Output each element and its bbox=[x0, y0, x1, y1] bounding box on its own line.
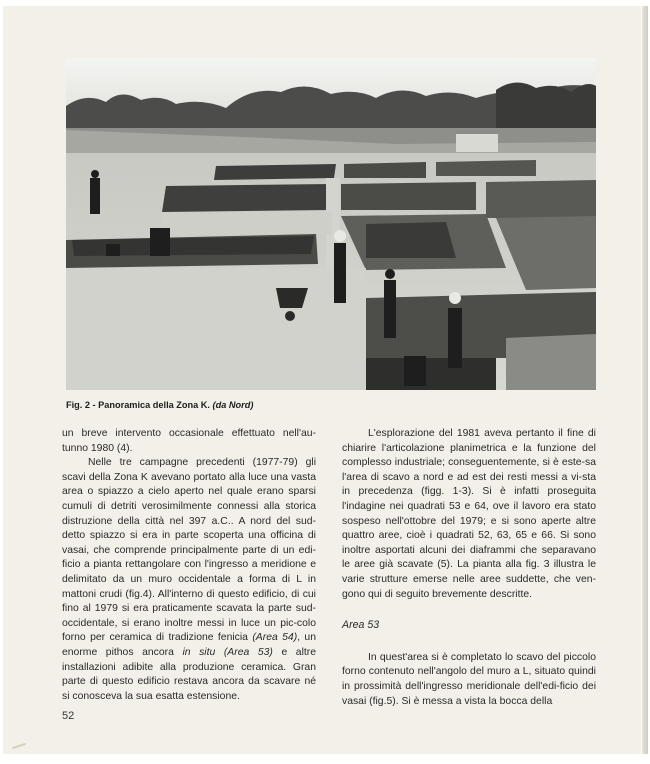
right-paragraph-2: In quest'area si è completato lo scavo del piccolo forno contenuto nell'angolo del muro a L, situato quindi in prossimità dell'ingresso meridionale dell'edi-ficio dei vasai (fig.5). Si è messa a vista la bocca della bbox=[342, 651, 596, 707]
right-paragraph-1: L'esplorazione del 1981 aveva pertanto il fine di chiarire l'articolazione planimetrica e la funzione del complesso industriale; conseguentemente, si è este-sa l'area di scavo a nord e ad est dei resti messi a vi-sta in precedenza (figg. 1-3). Si è infatti proseguita l'indagine nei quadrati 53 e 64, ove il lavoro era stato sospeso nell'ottobre del 1979; e si sono aperte altre quattro aree, cioè i quadrati 52, 63, 65 e 66. Si sono inoltre asportati alcuni dei diaframmi che separavano le aree già scavate (5). La pianta alla fig. 3 illustra le varie strutture emerse nelle aree suddette, che ven-gono qui di seguito brevemente descritte. bbox=[342, 428, 596, 600]
section-heading-area-53: Area 53 bbox=[342, 619, 380, 632]
left-paragraph-2-text-b: , un enorme pithos ancora bbox=[62, 632, 316, 658]
zona-k-panorama-image bbox=[66, 58, 596, 390]
left-column bbox=[62, 427, 316, 704]
right-column bbox=[342, 427, 596, 709]
caption-direction: (da Nord) bbox=[212, 400, 254, 410]
figure-caption bbox=[66, 400, 466, 410]
caption-text: Fig. 2 - Panoramica della Zona K. bbox=[66, 400, 210, 410]
left-paragraph-2-text: Nelle tre campagne precedenti (1977-79) gli scavi della Zona K avevano portato alla luce una vasta area o spiazzo a cielo aperto nel quale erano sparsi cumuli di detriti verosimilmente connessi alla storica distruzione della città nel 397 a.C.. A nord del sud-detto spiazzo si era in parte scoperta una officina di vasai, che comprende principalmente parte di un edi-ficio a pianta rettangolare con l'ingresso a meridione e delimitato da un muro occidentale a forma di L in mattoni crudi (fig.4). All'interno di questo edificio, di cui fino al 1979 si era praticamente scavata la parte sud-occidentale, si erano inoltre messi in luce un pic-colo forno per ceramica di tradizione fenicia bbox=[62, 457, 316, 644]
page-edge-shadow bbox=[642, 6, 648, 754]
area-54-ref: (Area 54) bbox=[252, 632, 298, 644]
left-paragraph-2 bbox=[62, 456, 316, 704]
left-paragraph-2-text-c: e altre installazioni adibite alla produzione ceramica. Gran parte di questo edificio restava ancora da scavare né si conosceva la sua esatta estensione. bbox=[62, 646, 316, 702]
in-situ-ref: in situ (Area 53) bbox=[182, 646, 273, 658]
excavation-photo bbox=[66, 58, 596, 390]
left-paragraph-1: un breve intervento occasionale effettuato nell'au-tunno 1980 (4). bbox=[62, 428, 316, 454]
page-number: 52 bbox=[62, 710, 75, 722]
book-page bbox=[3, 6, 641, 754]
